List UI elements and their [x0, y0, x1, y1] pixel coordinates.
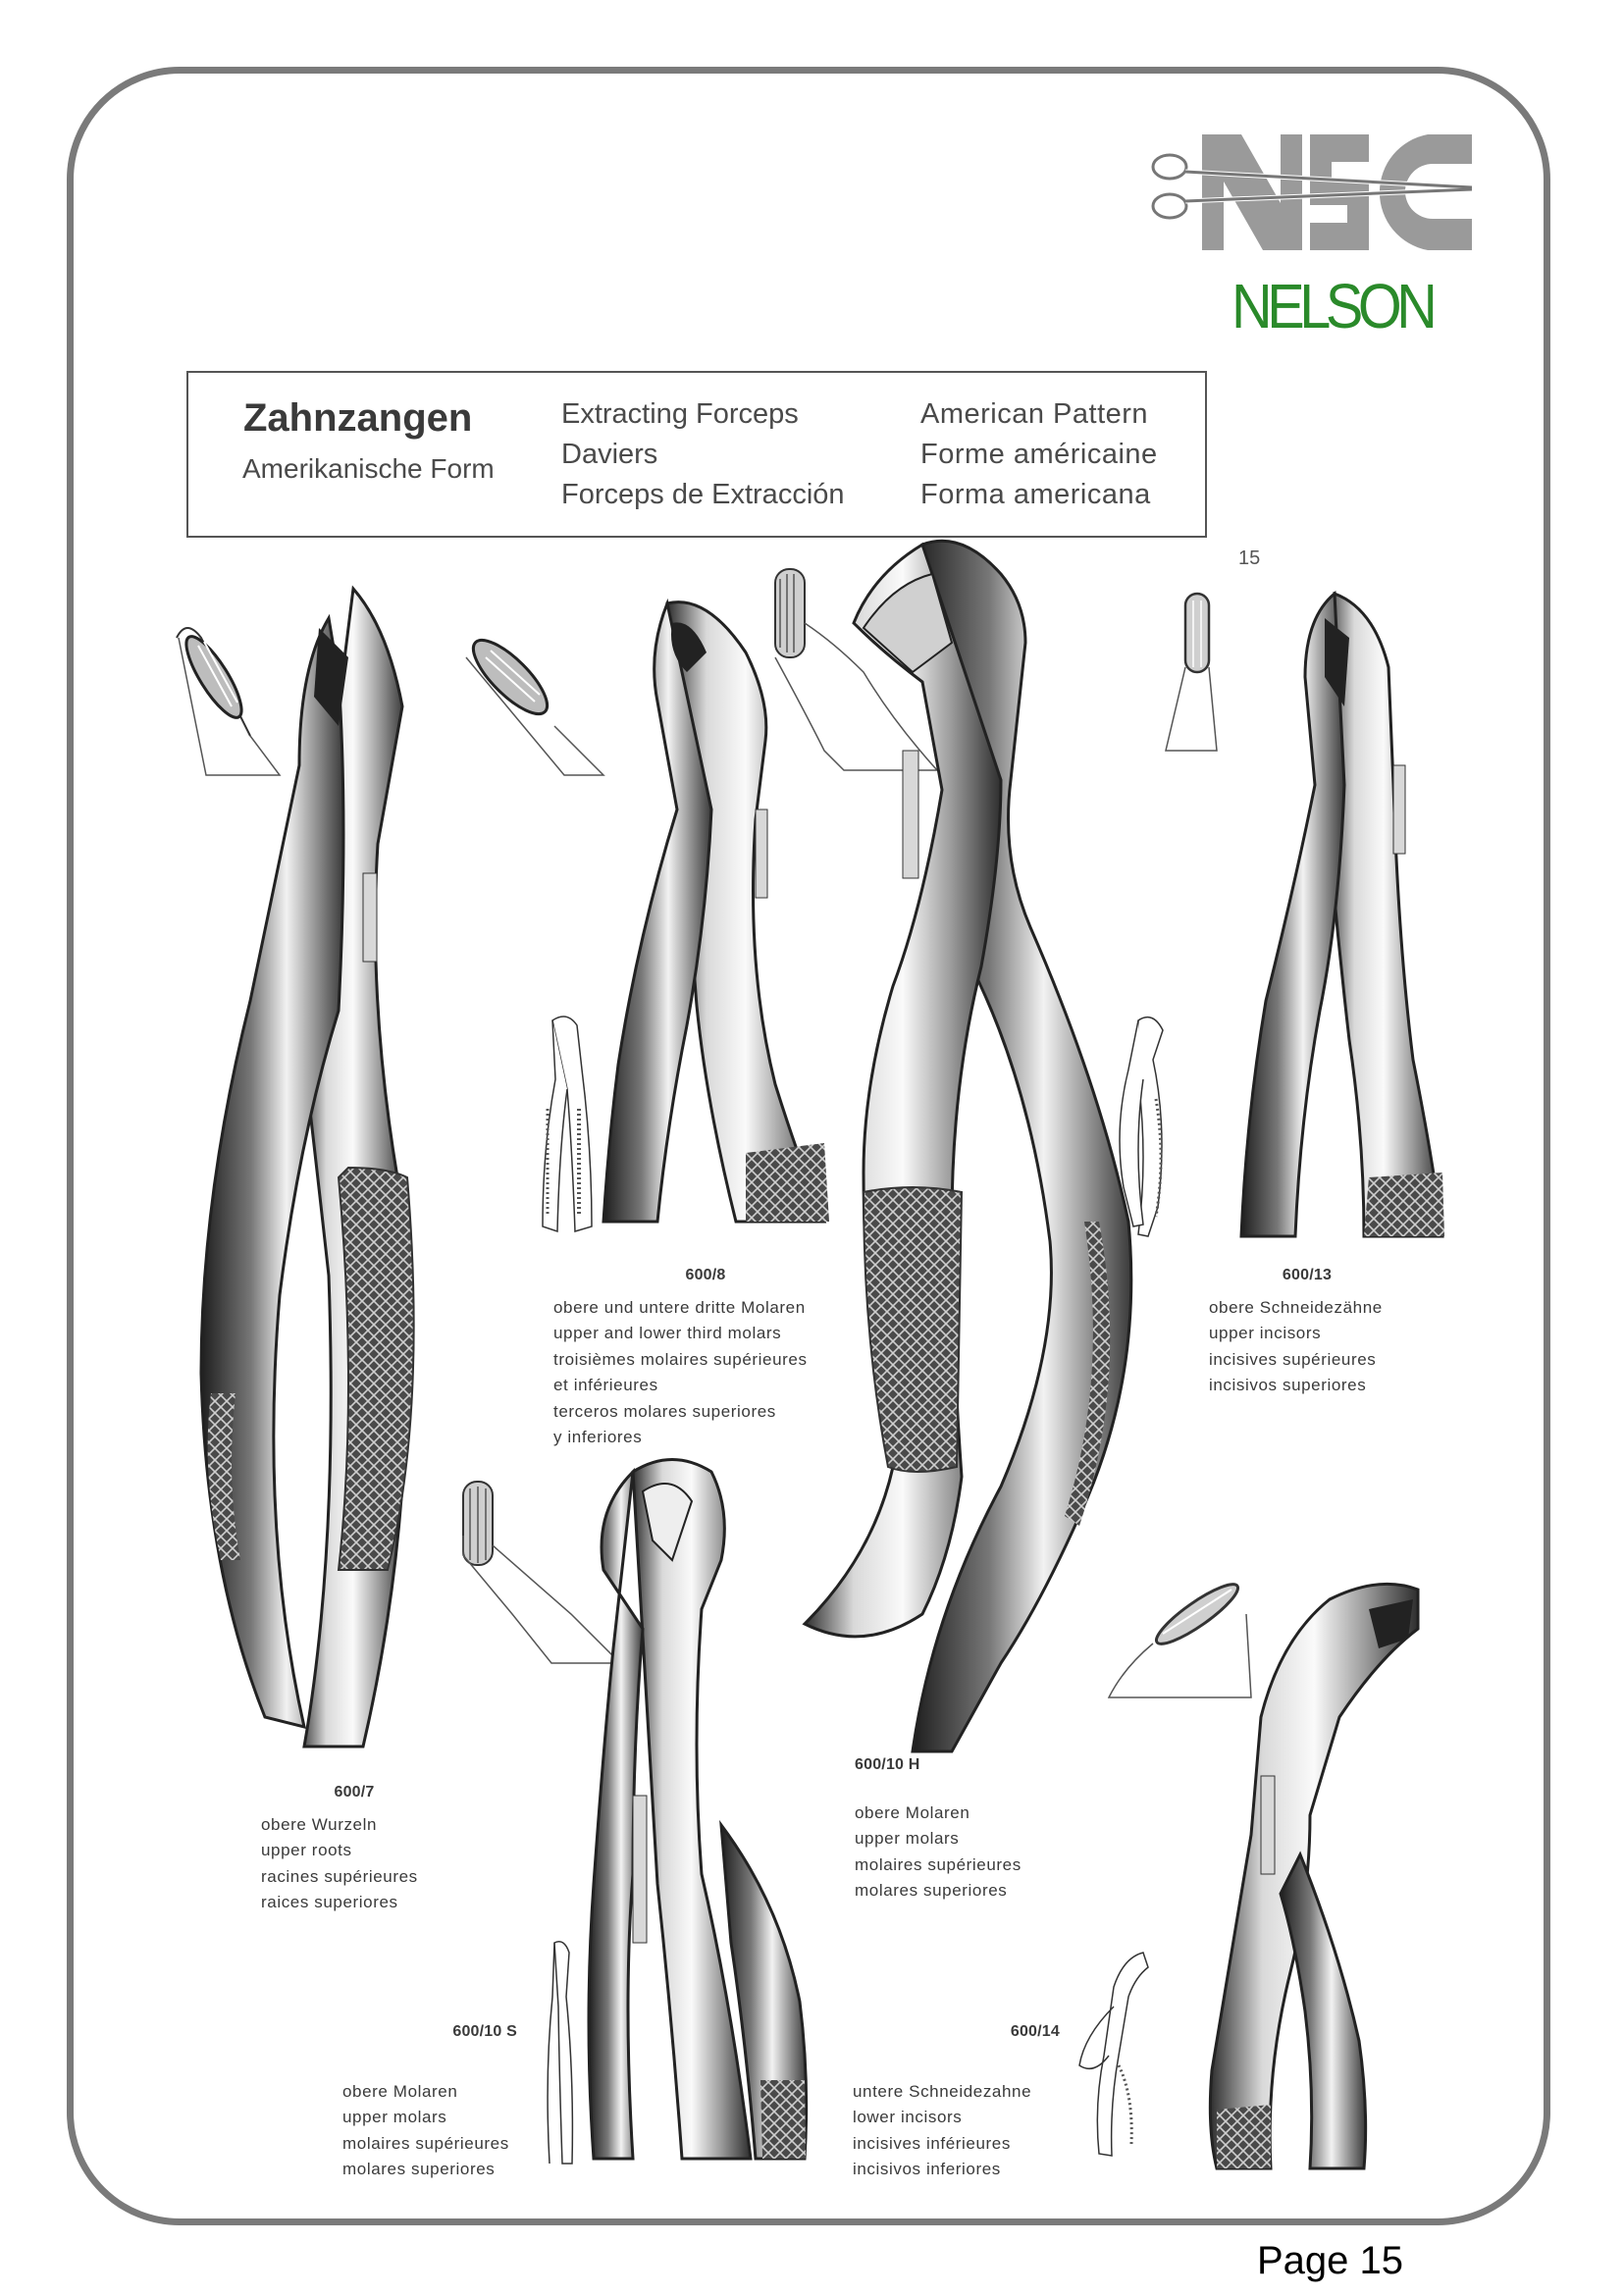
product-caption-600-10s — [342, 2019, 517, 2183]
pattern-line: Forme américaine — [920, 439, 1158, 470]
product-desc-line: troisièmes molaires supérieures — [553, 1349, 808, 1369]
product-desc-line: upper incisors — [1209, 1324, 1322, 1342]
product-desc-line: upper molars — [855, 1829, 960, 1848]
product-desc-line: incisives inférieures — [853, 2133, 1011, 2153]
product-caption-600-10h — [855, 1752, 1022, 1905]
product-desc-line: incisivos inferiores — [853, 2160, 1001, 2178]
product-desc-line: incisives supérieures — [1209, 1349, 1377, 1369]
logo-name: NELSON — [1231, 271, 1433, 341]
forceps-600-10h-illustration — [805, 535, 1148, 1761]
product-code: 600/14 — [1010, 2023, 1060, 2040]
product-desc-line: lower incisors — [853, 2108, 963, 2126]
product-desc-line: untere Schneidezahne — [853, 2081, 1032, 2101]
forceps-600-10s-illustration — [574, 1452, 819, 2168]
product-desc-line: obere Molaren — [855, 1802, 970, 1822]
title-line: Extracting Forceps — [561, 398, 799, 430]
product-desc-line: racines supérieures — [261, 1866, 418, 1886]
forceps-600-8-illustration — [599, 594, 834, 1231]
pattern-translations — [920, 394, 1158, 515]
product-code: 600/13 — [1282, 1267, 1333, 1283]
title-line: Forceps de Extracción — [561, 479, 845, 510]
catalog-page-number: 15 — [1238, 548, 1261, 569]
product-desc-line: upper and lower third molars — [553, 1324, 782, 1342]
product-desc-line: molares superiores — [342, 2160, 496, 2178]
product-desc-line: molaires supérieures — [855, 1854, 1022, 1874]
product-desc-line: upper molars — [342, 2108, 447, 2126]
forceps-600-7-illustration — [191, 589, 437, 1756]
page-footer-label: Page 15 — [1257, 2239, 1404, 2282]
forceps-600-8-thumbnail — [538, 1011, 597, 1246]
product-desc-line: y inferiores — [553, 1428, 643, 1446]
product-code: 600/7 — [334, 1784, 375, 1800]
pattern-line: Forma americana — [920, 479, 1151, 510]
section-header-box — [186, 371, 1207, 538]
title-line: Daviers — [561, 439, 658, 470]
product-desc-line: raices superiores — [261, 1893, 398, 1911]
product-desc-line: obere Wurzeln — [261, 1814, 378, 1834]
product-desc-line: molares superiores — [855, 1881, 1008, 1900]
product-code: 600/10 S — [452, 2023, 517, 2040]
nsc-logo-mark — [1148, 123, 1482, 260]
product-caption-600-14 — [853, 2019, 1060, 2183]
nelson-logo — [1148, 123, 1482, 341]
product-desc-line: obere Molaren — [342, 2081, 458, 2101]
page-subtitle: Amerikanische Form — [242, 453, 495, 484]
product-desc-line: terceros molares superiores — [553, 1401, 776, 1421]
product-caption-600-8 — [553, 1263, 858, 1451]
product-caption-600-7 — [261, 1780, 447, 1916]
product-desc-line: upper roots — [261, 1841, 352, 1859]
product-desc-line: obere Schneidezähne — [1209, 1297, 1383, 1317]
forceps-600-14-illustration — [1143, 1580, 1428, 2178]
title-translations-en-es — [561, 394, 845, 515]
product-code: 600/8 — [685, 1267, 726, 1283]
product-desc-line: incisivos superiores — [1209, 1376, 1367, 1394]
forceps-600-10h-thumbnail — [1109, 1011, 1178, 1246]
product-desc-line: obere und untere dritte Molaren — [553, 1297, 806, 1317]
blade-detail-600-8 — [456, 618, 613, 785]
product-caption-600-13 — [1209, 1263, 1405, 1399]
pattern-line: American Pattern — [920, 398, 1149, 430]
blade-detail-600-13 — [1158, 589, 1236, 756]
product-code: 600/10 H — [855, 1756, 920, 1773]
product-desc-line: molaires supérieures — [342, 2133, 509, 2153]
product-desc-line: et inférieures — [553, 1376, 658, 1394]
page-title: Zahnzangen — [243, 396, 473, 440]
forceps-600-14-thumbnail — [1074, 1948, 1153, 2164]
forceps-600-13-illustration — [1227, 589, 1452, 1246]
forceps-600-10s-thumbnail — [545, 1938, 584, 2173]
